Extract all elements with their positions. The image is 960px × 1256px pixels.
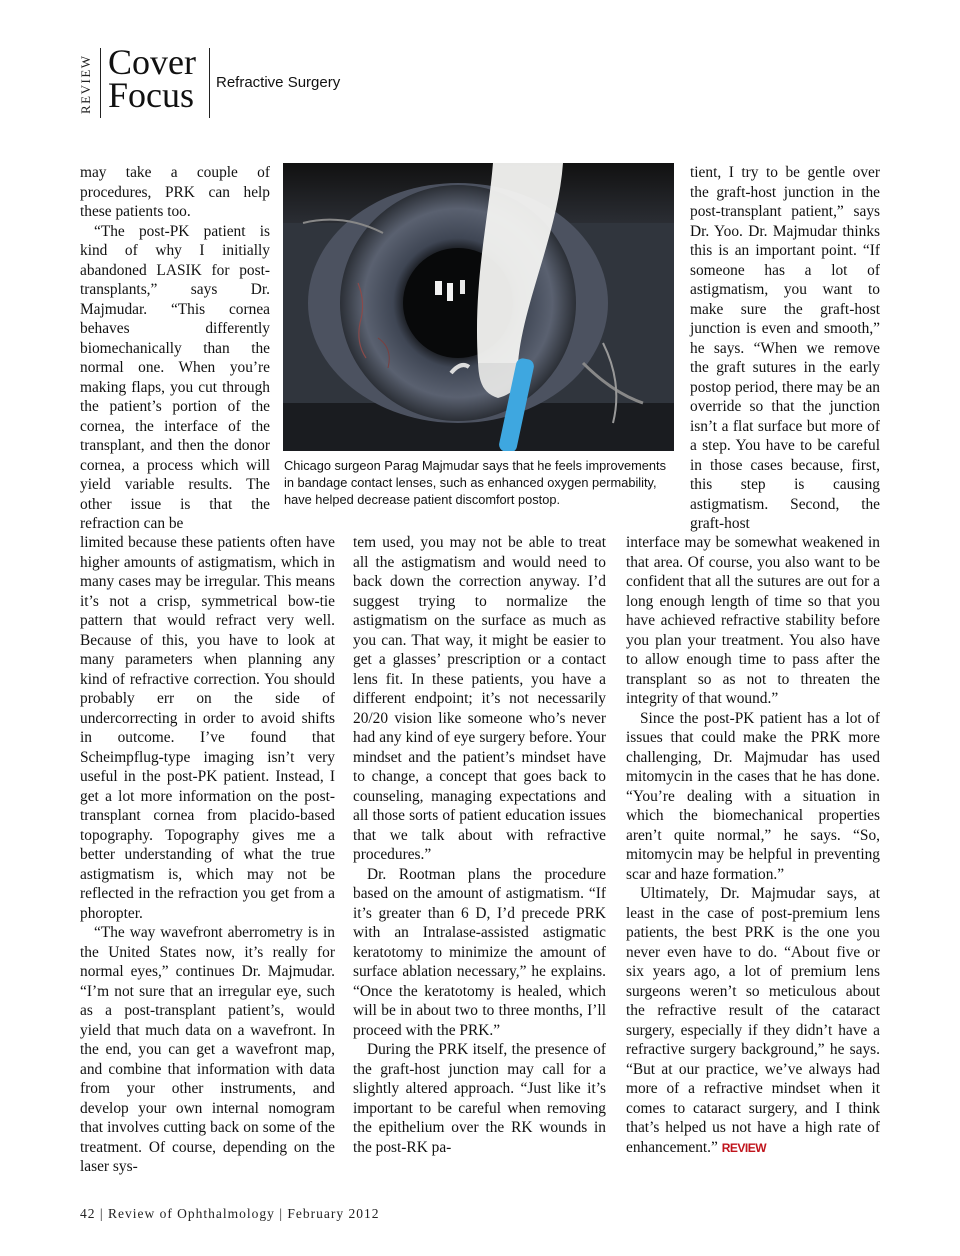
column-3-narrow — [690, 163, 880, 534]
issue-date: February 2012 — [287, 1206, 380, 1221]
paragraph: “The way wavefront aberrometry is in the United States now, it’s really for normal eyes,” continues Dr. Majmudar. “I’m not sure that an irregular eye, such as a post-transplant patient’s, would yield that much data on a wavefront. In the end, you can get a wavefront map, and combine that information with data from your other instruments, and develop your own internal nomogram that involves cutting back on some of the treatment. Of course, depending on the laser sys- — [80, 924, 335, 1175]
paragraph — [626, 884, 880, 1158]
eye-surgery-photo — [283, 163, 674, 451]
review-end-mark: REVIEW — [721, 1140, 767, 1155]
paragraph: Dr. Rootman plans the procedure based on the amount of astigmatism. “If it’s greater than 6 D, I’d precede PRK with an Intralase-assisted astigmatic keratotomy to minimize the amount of surface ablation necessary,” he explains. “Once the keratotomy is healed, which will be in about two to three months, I’ll proceed with the PRK.” — [353, 865, 606, 1039]
column-1-wide — [80, 533, 335, 1177]
section-name: Refractive Surgery — [216, 74, 341, 91]
eye-surgery-illustration — [283, 163, 674, 451]
paragraph: interface may be somewhat weakened in that area. Of course, you also want to be confident that all the sutures are out for a long enough length of time so that you have achieved refractive stability before you plan your treatment. You also have to allow enough time to pass after the transplant so as not to threaten the integrity of that wound.” — [626, 534, 880, 707]
paragraph: tient, I try to be gentle over the graft-host junction in the post-transplant patient,” says Dr. Yoo. Dr. Majmudar thinks this is an important point. “If someone has a lot of astigmatism, you want to make sure the graft-host junction is even and smooth,” he says. “When we remove the graft sutures in the early postop period, there may be an override so that the junction isn’t a flat surface but more of a step. You have to be careful in those cases because, first, this step is causing astigmatism. Second, the graft-host — [690, 164, 880, 532]
paragraph: During the PRK itself, the presence of the graft-host junction may call for a slightly altered approach. “Just like it’s important to be careful when removing the epithelium over the RK wounds in the post-RK pa- — [353, 1041, 606, 1156]
paragraph: may take a couple of procedures, PRK can help these patients too. — [80, 164, 270, 220]
cover-focus-title — [108, 42, 196, 115]
page-footer — [80, 1206, 380, 1222]
cover-word: Cover — [108, 42, 196, 82]
header-divider — [209, 48, 210, 118]
page-number: 42 — [80, 1206, 96, 1221]
focus-word: Focus — [108, 75, 195, 115]
header-divider — [100, 48, 101, 118]
paragraph: “The post-PK patient is kind of why I initially abandoned LASIK for post-transplants,” says Dr. Majmudar. “This cornea behaves differently biomechanically than the normal one. When you’re making flaps, you cut through the patient’s portion of the cornea, the interface of the transplant, and then the donor cornea, a process which will yield variable results. The other issue is that the refraction can be — [80, 222, 270, 532]
footer-separator: | — [99, 1206, 104, 1221]
footer-separator: | — [279, 1206, 284, 1221]
column-1-narrow — [80, 163, 270, 534]
paragraph: Since the post-PK patient has a lot of issues that could make the PRK more challenging, Dr. Majmudar has used mitomycin in the cases that he has done. “You’re dealing with a situation in which the biomechanical properties aren’t quite normal,” he says. “So, mitomycin may be helpful in preventing scar and haze formation.” — [626, 709, 880, 883]
paragraph-text: Ultimately, Dr. Majmudar says, at least in the case of post-premium lens patients, the best PRK is the one you never even have to do. “About five or six years ago, a lot of premium lens surgeons weren’t so meticulous about the refractive result of the cataract surgery, especially if they didn’t have a refractive surgery background,” he says. “But at our practice, we’ve always had more of a refractive mindset when it comes to cataract surgery, and I think that’s helped us not have a high rate of enhancement.” — [626, 885, 880, 1156]
publication-name: Review of Ophthalmology — [107, 1206, 275, 1221]
photo-caption: Chicago surgeon Parag Majmudar says that he feels improvements in bandage contact lenses, such as enhanced oxygen permability, have helped decrease patient discomfort postop. — [284, 458, 666, 507]
paragraph: limited because these patients often have higher amounts of astigmatism, which in many cases may be irregular. This means it’s not a crisp, symmetrical bow-tie pattern that would refract very well. Because of this, you have to look at many parameters when planning any kind of refractive correction. You should probably err on the side of undercorrecting in order to avoid shifts in outcome. I’ve found that Scheimpflug-type imaging isn’t very useful in the post-PK patient. Instead, I get a lot more information on the post-transplant cornea from placido-based topography. Topography gives me a better understanding of what the true astigmatism is, which may not be reflected in the refraction you get from a phoropter. — [80, 534, 335, 922]
paragraph: tem used, you may not be able to treat all the astigmatism and would need to back down the correction anyway. I’d suggest trying to normalize the astigmatism on the surface as much as you can. That way, it might be easier to get a glasses’ prescription or a contact lens fit. In these patients, you have a different endpoint; it’s not necessarily 20/20 vision like someone who’s never had any kind of eye surgery before. Your mindset and the patient’s mindset have to change, a concept that goes back to counseling, managing expectations and all those sorts of patient education issues that we talk about with refractive procedures.” — [353, 534, 606, 863]
review-vertical-label: REVIEW — [78, 54, 93, 114]
column-3-wide — [626, 533, 880, 1158]
column-2 — [353, 533, 606, 1157]
